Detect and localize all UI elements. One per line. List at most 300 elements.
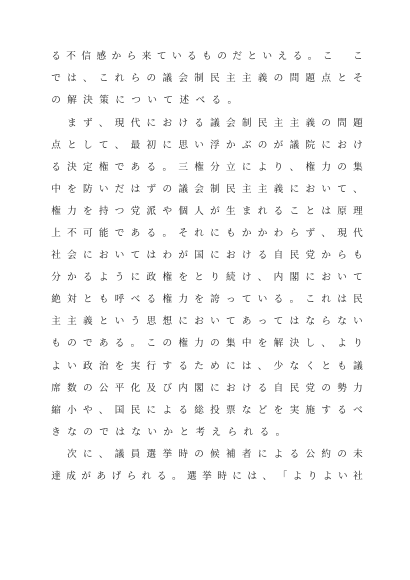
- text-char: あ: [98, 338, 109, 350]
- text-line-4: [51, 112, 363, 134]
- text-char: と: [337, 73, 347, 85]
- text-char: 策: [99, 95, 109, 107]
- text-char: 議: [353, 360, 363, 372]
- text-char: そ: [178, 228, 188, 239]
- text-char: る: [51, 161, 61, 173]
- text-char: け: [241, 382, 252, 394]
- text-char: よ: [98, 272, 109, 284]
- text-char: い: [257, 294, 268, 306]
- text-char: の: [337, 161, 347, 173]
- text-char: お: [226, 382, 236, 394]
- text-char: 三: [178, 161, 188, 173]
- text-char: き: [51, 426, 61, 438]
- text-line-11: [51, 267, 363, 289]
- text-char: 持: [98, 205, 109, 217]
- text-char: け: [241, 250, 252, 262]
- text-char: や: [162, 205, 173, 217]
- text-char: す: [321, 404, 331, 416]
- text-char: げ: [111, 471, 122, 483]
- text-char: に: [210, 228, 220, 239]
- text-char: あ: [241, 316, 252, 328]
- text-char: 内: [178, 382, 188, 394]
- text-char: 最: [130, 139, 141, 151]
- text-char: に: [146, 117, 157, 129]
- text-char: け: [241, 272, 252, 284]
- text-char: 実: [130, 360, 141, 372]
- text-line-12: [51, 289, 363, 311]
- text-char: 、: [353, 183, 363, 195]
- text-char: い: [337, 471, 348, 483]
- text-char: よ: [337, 338, 347, 350]
- text-char: に: [162, 139, 173, 151]
- text-char: 閣: [289, 272, 300, 284]
- text-char: 達: [51, 471, 61, 483]
- text-char: 化: [130, 382, 141, 394]
- text-char: 権: [98, 161, 109, 173]
- text-char: 。: [227, 95, 238, 107]
- text-char: も: [51, 338, 61, 350]
- text-char: る: [187, 51, 197, 63]
- text-char: れ: [243, 426, 254, 438]
- text-char: か: [163, 426, 174, 438]
- text-char: も: [337, 360, 347, 372]
- text-char: る: [273, 205, 284, 217]
- text-char: 決: [289, 338, 300, 350]
- text-char: 義: [82, 316, 93, 328]
- text-char: 小: [67, 404, 77, 416]
- text-char: 集: [226, 338, 236, 350]
- text-char: い: [337, 272, 347, 284]
- text-char: 時: [217, 471, 227, 483]
- text-char: れ: [257, 205, 268, 217]
- text-char: つ: [114, 205, 125, 217]
- text-char: あ: [130, 161, 141, 173]
- text-char: か: [241, 228, 252, 239]
- text-char: に: [257, 448, 268, 460]
- text-char: す: [162, 360, 173, 372]
- text-char: る: [257, 250, 268, 262]
- text-line-14: [51, 333, 363, 355]
- text-char: て: [98, 139, 109, 151]
- text-char: れ: [194, 228, 204, 239]
- text-char: 上: [51, 228, 61, 239]
- text-char: る: [257, 382, 268, 394]
- text-char: わ: [273, 228, 284, 239]
- text-char: ら: [130, 73, 141, 85]
- text-char: 施: [305, 404, 316, 416]
- text-char: り: [210, 272, 220, 284]
- text-char: ら: [126, 51, 137, 63]
- text-char: 、: [257, 360, 268, 372]
- text-char: て: [163, 95, 174, 107]
- text-char: も: [98, 294, 109, 306]
- text-char: い: [171, 51, 182, 63]
- text-char: 解: [67, 95, 77, 107]
- text-char: は: [337, 294, 347, 306]
- text-char: 。: [307, 51, 318, 63]
- text-char: う: [114, 272, 125, 284]
- text-char: は: [247, 471, 258, 483]
- text-char: 点: [51, 139, 61, 151]
- text-line-1: [51, 46, 363, 68]
- text-char: 権: [194, 161, 204, 173]
- text-char: の: [273, 73, 284, 85]
- text-char: る: [259, 426, 270, 438]
- text-char: 自: [273, 250, 284, 262]
- text-char: た: [194, 360, 204, 372]
- text-char: 社: [51, 250, 61, 262]
- text-char: ず: [82, 117, 93, 129]
- text-char: 不: [67, 228, 77, 239]
- text-char: お: [321, 272, 331, 284]
- text-char: け: [178, 117, 188, 129]
- text-char: こ: [322, 51, 333, 63]
- text-char: の: [210, 338, 220, 350]
- text-char: っ: [226, 294, 236, 306]
- text-char: 解: [273, 338, 284, 350]
- text-char: 代: [353, 228, 363, 239]
- text-char: 。: [289, 294, 300, 306]
- text-char: も: [202, 51, 212, 63]
- text-char: に: [226, 360, 236, 372]
- text-char: い: [98, 183, 109, 195]
- text-line-20: [51, 466, 363, 488]
- text-char: が: [178, 250, 188, 262]
- text-char: て: [130, 250, 141, 262]
- text-char: 代: [130, 117, 141, 129]
- text-char: く: [305, 360, 316, 372]
- text-char: 、: [98, 117, 109, 129]
- text-char: る: [146, 228, 157, 239]
- text-char: 分: [210, 161, 220, 173]
- text-char: う: [130, 316, 141, 328]
- text-char: 挙: [162, 448, 173, 460]
- text-char: 権: [178, 338, 188, 350]
- text-char: 主: [241, 73, 252, 85]
- text-char: お: [194, 316, 204, 328]
- text-char: 社: [353, 471, 363, 483]
- text-char: え: [211, 426, 222, 438]
- text-char: と: [82, 294, 93, 306]
- text-char: る: [289, 448, 300, 460]
- text-char: を: [178, 272, 188, 284]
- text-char: 民: [130, 404, 141, 416]
- text-char: ど: [257, 404, 268, 416]
- text-char: な: [305, 316, 316, 328]
- text-char: 数: [67, 382, 77, 394]
- text-char: 権: [51, 205, 61, 217]
- text-char: い: [262, 51, 273, 63]
- text-char: お: [226, 250, 236, 262]
- text-char: 院: [305, 139, 316, 151]
- text-char: る: [146, 294, 157, 306]
- text-char: 決: [67, 161, 77, 173]
- text-char: 立: [226, 161, 236, 173]
- text-line-15: [51, 355, 363, 377]
- text-char: 平: [114, 382, 125, 394]
- text-char: 議: [210, 117, 220, 129]
- text-char: 自: [273, 382, 284, 394]
- text-char: の: [83, 426, 93, 438]
- text-char: れ: [114, 73, 125, 85]
- text-char: が: [81, 471, 91, 483]
- text-char: 国: [194, 250, 204, 262]
- text-char: る: [51, 51, 61, 63]
- text-char: 不: [66, 51, 76, 63]
- text-char: 中: [241, 338, 252, 350]
- text-char: 縮: [51, 404, 61, 416]
- text-char: 時: [178, 448, 188, 460]
- text-char: 勢: [337, 382, 347, 394]
- text-char: こ: [98, 73, 109, 85]
- text-char: る: [82, 272, 93, 284]
- text-char: は: [241, 360, 252, 372]
- text-char: の: [162, 338, 173, 350]
- text-char: る: [178, 360, 188, 372]
- text-char: な: [337, 316, 347, 328]
- text-char: が: [210, 205, 220, 217]
- text-char: 防: [82, 183, 93, 195]
- text-char: に: [146, 404, 157, 416]
- text-char: 権: [162, 272, 173, 284]
- text-char: 浮: [210, 139, 220, 151]
- text-char: い: [147, 95, 157, 107]
- text-line-8: [51, 201, 363, 223]
- text-char: 初: [146, 139, 157, 151]
- text-char: か: [67, 272, 77, 284]
- text-char: も: [226, 228, 236, 239]
- text-char: に: [210, 382, 220, 394]
- text-char: 会: [178, 73, 188, 85]
- text-char: を: [114, 360, 125, 372]
- text-char: 信: [81, 51, 91, 63]
- text-char: よ: [51, 360, 61, 372]
- text-char: [338, 52, 348, 62]
- text-char: し: [305, 338, 316, 350]
- text-char: 、: [98, 448, 109, 460]
- text-char: る: [146, 161, 157, 173]
- text-char: り: [273, 161, 284, 173]
- text-char: [51, 119, 61, 129]
- text-char: 党: [305, 382, 316, 394]
- text-char: 派: [146, 205, 157, 217]
- text-char: 民: [289, 250, 300, 262]
- body-text: [51, 46, 363, 488]
- text-char: し: [82, 139, 93, 151]
- text-char: り: [353, 338, 363, 350]
- text-char: て: [226, 316, 236, 328]
- text-char: 閣: [194, 382, 204, 394]
- text-line-10: [51, 245, 363, 267]
- text-char: で: [51, 73, 61, 85]
- text-char: 、: [82, 73, 93, 85]
- text-char: と: [179, 426, 190, 438]
- text-line-2: [51, 68, 363, 90]
- text-char: 義: [257, 73, 268, 85]
- text-char: 思: [178, 139, 188, 151]
- text-line-6: [51, 156, 363, 178]
- text-char: 主: [273, 117, 284, 129]
- text-char: お: [337, 139, 347, 151]
- text-char: 総: [194, 404, 204, 416]
- text-char: と: [247, 51, 258, 63]
- text-char: 能: [98, 228, 109, 239]
- text-char: れ: [141, 471, 152, 483]
- text-char: 公: [98, 382, 109, 394]
- text-char: 治: [98, 360, 109, 372]
- text-char: の: [162, 183, 173, 195]
- text-char: 民: [289, 382, 300, 394]
- text-char: こ: [353, 51, 363, 63]
- text-char: 政: [146, 272, 157, 284]
- text-char: て: [241, 294, 252, 306]
- text-char: か: [226, 139, 236, 151]
- text-char: っ: [257, 316, 268, 328]
- text-char: 主: [51, 316, 61, 328]
- text-char: 、: [114, 139, 125, 151]
- text-char: や: [82, 404, 93, 416]
- text-char: 定: [82, 161, 93, 173]
- text-char: 主: [241, 183, 252, 195]
- text-char: の: [146, 73, 157, 85]
- text-char: よ: [162, 404, 173, 416]
- text-char: 。: [171, 471, 182, 483]
- text-char: 個: [178, 205, 188, 217]
- text-char: 、: [257, 272, 268, 284]
- text-char: に: [289, 183, 300, 195]
- text-char: こ: [289, 205, 300, 217]
- text-char: て: [353, 272, 363, 284]
- text-char: か: [257, 228, 268, 239]
- text-char: に: [305, 272, 316, 284]
- text-char: 絶: [51, 294, 61, 306]
- text-char: 行: [146, 360, 157, 372]
- text-char: 来: [141, 51, 152, 63]
- text-char: に: [115, 95, 125, 107]
- text-char: は: [289, 316, 300, 328]
- text-char: い: [194, 139, 204, 151]
- text-char: 民: [257, 117, 268, 129]
- text-char: の: [51, 95, 61, 107]
- text-char: 、: [98, 404, 109, 416]
- text-char: に: [232, 471, 242, 483]
- text-char: る: [273, 294, 284, 306]
- text-char: に: [82, 250, 93, 262]
- text-char: 投: [210, 404, 220, 416]
- text-char: に: [210, 250, 220, 262]
- text-char: の: [217, 51, 227, 63]
- text-char: 選: [146, 448, 157, 460]
- text-line-7: [51, 179, 363, 201]
- text-char: 呼: [114, 294, 125, 306]
- text-char: の: [194, 448, 204, 460]
- text-char: 現: [337, 228, 347, 239]
- text-char: 述: [179, 95, 190, 107]
- text-char: 政: [82, 360, 93, 372]
- text-char: よ: [322, 471, 333, 483]
- text-char: よ: [257, 161, 268, 173]
- text-char: わ: [162, 250, 173, 262]
- text-char: 、: [321, 338, 331, 350]
- text-char: ま: [241, 205, 252, 217]
- text-line-19: [51, 444, 363, 466]
- text-line-5: [51, 134, 363, 156]
- text-char: ら: [337, 250, 347, 262]
- text-char: は: [115, 426, 125, 438]
- text-char: 議: [178, 183, 188, 195]
- text-char: る: [211, 95, 222, 107]
- text-char: を: [194, 294, 204, 306]
- text-char: 主: [257, 183, 268, 195]
- text-char: ら: [289, 228, 300, 239]
- text-char: る: [178, 404, 188, 416]
- text-char: 制: [194, 73, 204, 85]
- text-char: 誇: [210, 294, 220, 306]
- text-char: の: [67, 338, 77, 350]
- text-char: で: [82, 338, 93, 350]
- text-char: そ: [353, 73, 363, 85]
- text-char: 続: [226, 272, 236, 284]
- text-line-3: [51, 90, 363, 112]
- text-char: の: [337, 448, 347, 460]
- text-char: ぶ: [241, 139, 252, 151]
- text-char: い: [67, 360, 77, 372]
- text-char: ら: [126, 471, 137, 483]
- text-char: 票: [226, 404, 236, 416]
- text-char: ら: [321, 316, 331, 328]
- text-line-18: [51, 422, 363, 444]
- text-char: 。: [130, 338, 141, 350]
- text-char: べ: [130, 294, 141, 306]
- text-char: 題: [353, 117, 363, 129]
- text-char: 想: [162, 316, 173, 328]
- text-char: る: [194, 117, 204, 129]
- text-char: 民: [226, 183, 236, 195]
- text-char: な: [289, 360, 300, 372]
- text-char: 党: [305, 250, 316, 262]
- text-char: に: [82, 448, 93, 460]
- text-char: 民: [210, 73, 220, 85]
- text-char: 未: [353, 448, 363, 460]
- text-char: 思: [146, 316, 157, 328]
- text-char: に: [178, 316, 188, 328]
- text-char: は: [146, 250, 157, 262]
- text-char: を: [257, 338, 268, 350]
- text-char: 。: [162, 161, 173, 173]
- text-char: 少: [273, 360, 284, 372]
- text-char: 問: [337, 117, 347, 129]
- text-char: 理: [353, 205, 363, 217]
- text-char: 議: [289, 139, 300, 151]
- text-char: り: [307, 471, 318, 483]
- text-char: て: [156, 51, 167, 63]
- text-char: に: [130, 272, 141, 284]
- text-char: 人: [194, 205, 204, 217]
- text-char: と: [194, 272, 204, 284]
- text-line-17: [51, 400, 363, 422]
- text-char: 主: [226, 73, 236, 85]
- text-char: よ: [292, 471, 303, 483]
- text-char: 会: [67, 250, 77, 262]
- text-char: 義: [273, 183, 284, 195]
- text-char: 決: [83, 95, 93, 107]
- text-char: 。: [162, 228, 173, 239]
- text-char: 員: [130, 448, 141, 460]
- text-char: 力: [67, 205, 77, 217]
- text-char: お: [162, 117, 173, 129]
- text-char: の: [82, 382, 93, 394]
- text-char: よ: [273, 448, 284, 460]
